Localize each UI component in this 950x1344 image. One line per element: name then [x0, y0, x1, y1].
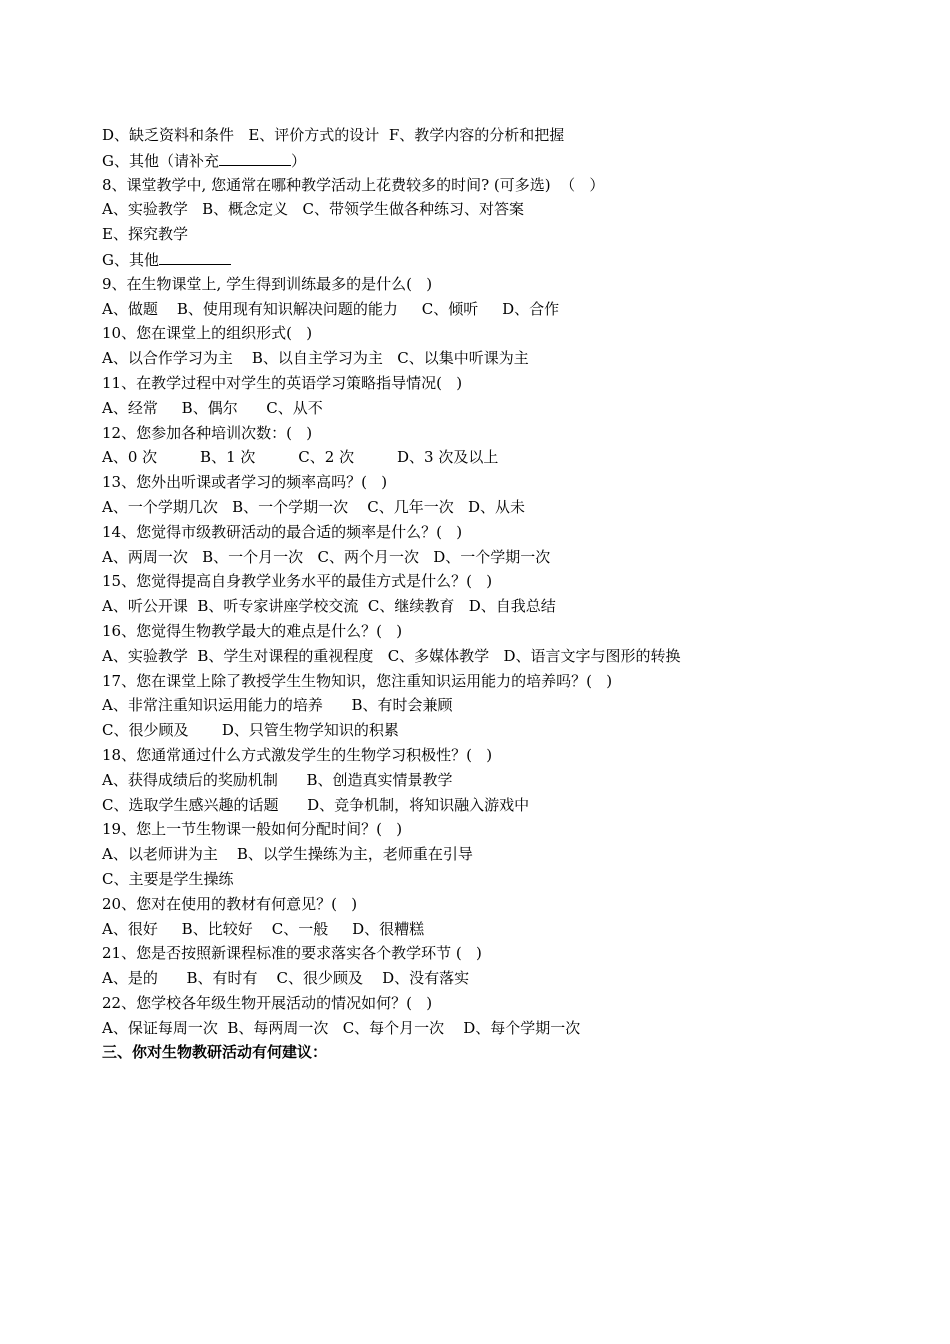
question-12: 12、您参加各种培训次数：( ) — [102, 423, 313, 442]
question-10: 10、您在课堂上的组织形式( ) — [102, 324, 313, 343]
question-22: 22、您学校各年级生物开展活动的情况如何？( ) — [102, 993, 433, 1012]
options-11: A、经常 B、偶尔 C、从不 — [102, 398, 323, 417]
text-line-with-blank — [102, 148, 882, 173]
options-8-cont: E、探究教学 — [102, 225, 188, 244]
options-18-a: A、获得成绩后的奖励机制 B、创造真实情景教学 — [102, 770, 453, 789]
question-11: 11、在教学过程中对学生的英语学习策略指导情况( ) — [102, 373, 463, 392]
question-17: 17、您在课堂上除了教授学生生物知识，您注重知识运用能力的培养吗？( ) — [102, 671, 613, 690]
text-fragment: ） — [290, 151, 306, 170]
text-line: D、缺乏资料和条件 E、评价方式的设计 F、教学内容的分析和把握 — [102, 126, 565, 144]
options-10: A、以合作学习为主 B、以自主学习为主 C、以集中听课为主 — [102, 349, 529, 368]
options-18-b: C、选取学生感兴趣的话题 D、竞争机制，将知识融入游戏中 — [102, 795, 530, 814]
options-19-b: C、主要是学生操练 — [102, 869, 234, 888]
options-8: A、实验教学 B、概念定义 C、带领学生做各种练习、对答案 — [102, 200, 524, 219]
options-17-b: C、很少顾及 D、只管生物学知识的积累 — [102, 721, 399, 740]
options-12: A、0 次 B、1 次 C、2 次 D、3 次及以上 — [102, 448, 499, 467]
options-8-other — [102, 247, 882, 272]
question-16: 16、您觉得生物教学最大的难点是什么？( ) — [102, 621, 403, 640]
question-13: 13、您外出听课或者学习的频率高吗？( ) — [102, 473, 388, 492]
question-14: 14、您觉得市级教研活动的最合适的频率是什么？( ) — [102, 522, 463, 541]
options-13: A、一个学期几次 B、一个学期一次 C、几年一次 D、从未 — [102, 497, 526, 516]
options-22: A、保证每周一次 B、每两周一次 C、每个月一次 D、每个学期一次 — [102, 1018, 581, 1037]
question-9: 9、在生物课堂上, 学生得到训练最多的是什么( ) — [102, 274, 433, 293]
question-8: 8、课堂教学中, 您通常在哪种教学活动上花费较多的时间? (可多选) （ ） — [102, 175, 605, 194]
options-17-a: A、非常注重知识运用能力的培养 B、有时会兼顾 — [102, 696, 453, 715]
options-20: A、很好 B、比较好 C、一般 D、很糟糕 — [102, 919, 425, 938]
fill-in-blank — [219, 148, 291, 166]
options-15: A、听公开课 B、听专家讲座学校交流 C、继续教育 D、自我总结 — [102, 597, 556, 616]
section-heading: 三、你对生物教研活动有何建议： — [102, 1043, 328, 1062]
fill-in-blank — [159, 247, 231, 265]
options-9: A、做题 B、使用现有知识解决问题的能力 C、倾听 D、合作 — [102, 299, 560, 318]
text-fragment: G、其他（请补充 — [102, 151, 219, 170]
question-15: 15、您觉得提高自身教学业务水平的最佳方式是什么？( ) — [102, 572, 493, 591]
options-21: A、是的 B、有时有 C、很少顾及 D、没有落实 — [102, 969, 470, 988]
options-14: A、两周一次 B、一个月一次 C、两个月一次 D、一个学期一次 — [102, 547, 551, 566]
question-20: 20、您对在使用的教材有何意见？( ) — [102, 894, 358, 913]
text-fragment: G、其他 — [102, 250, 159, 269]
survey-content — [102, 123, 882, 1065]
question-18: 18、您通常通过什么方式激发学生的生物学习积极性？( ) — [102, 745, 493, 764]
options-16: A、实验教学 B、学生对课程的重视程度 C、多媒体教学 D、语言文字与图形的转换 — [102, 646, 681, 665]
options-19-a: A、以老师讲为主 B、以学生操练为主，老师重在引导 — [102, 845, 473, 864]
question-21: 21、您是否按照新课程标准的要求落实各个教学环节 ( ) — [102, 944, 482, 963]
question-19: 19、您上一节生物课一般如何分配时间？( ) — [102, 820, 403, 839]
